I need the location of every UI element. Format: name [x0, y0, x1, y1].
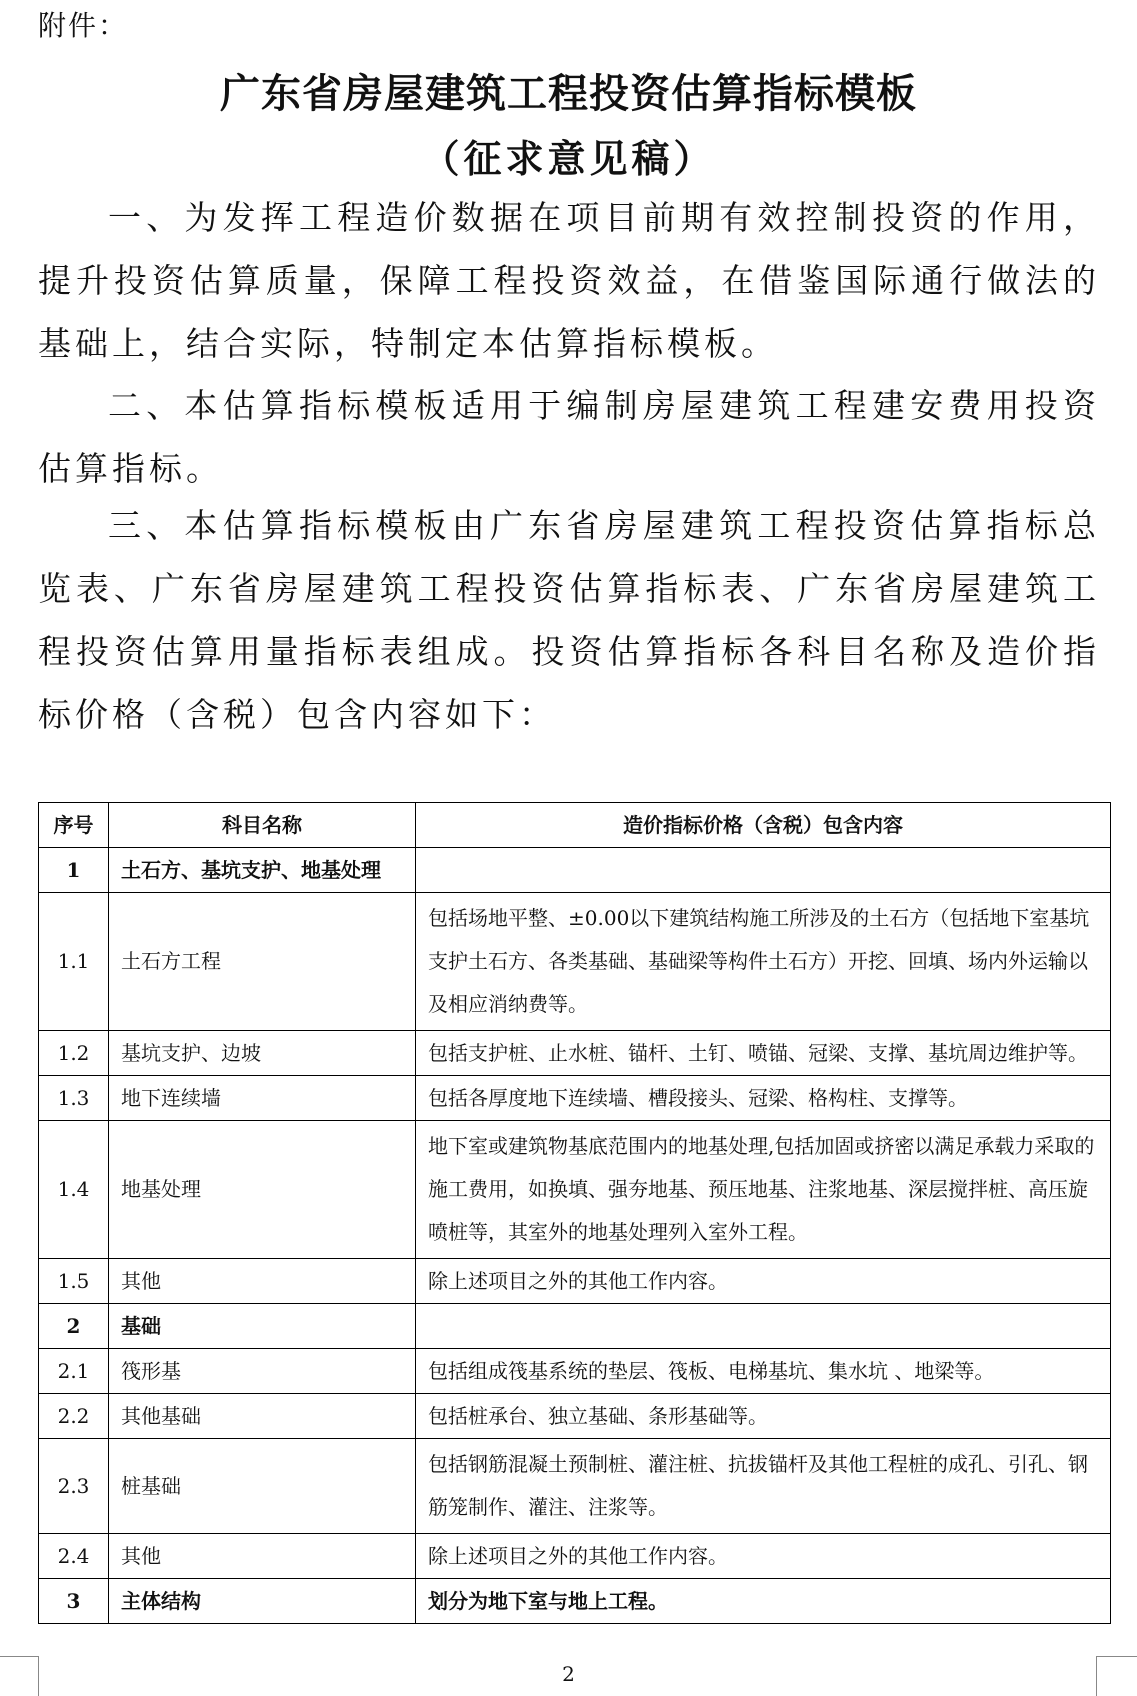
- table-row: [39, 848, 1111, 893]
- crop-mark-left: [38, 1656, 39, 1696]
- header-content: 造价指标价格（含税）包含内容: [416, 803, 1111, 848]
- row-number: 2: [39, 1304, 109, 1349]
- row-number: 1: [39, 848, 109, 893]
- paragraph-1: 一、为发挥工程造价数据在项目前期有效控制投资的作用，提升投资估算质量，保障工程投资效益，在借鉴国际通行做法的基础上，结合实际，特制定本估算指标模板。: [38, 198, 1100, 363]
- document-subtitle: （征求意见稿）: [421, 136, 716, 181]
- paragraph-2: 二、本估算指标模板适用于编制房屋建筑工程建安费用投资估算指标。: [38, 386, 1100, 488]
- row-content: [416, 848, 1111, 893]
- table-row: [39, 893, 1111, 1031]
- row-number: 2.3: [39, 1439, 109, 1534]
- row-name: 筏形基: [109, 1349, 416, 1394]
- page-number: 2: [562, 1662, 575, 1686]
- index-table: [38, 802, 1111, 1624]
- row-name: 土石方工程: [109, 893, 416, 1031]
- header-no: 序号: [39, 803, 109, 848]
- row-number: 2.2: [39, 1394, 109, 1439]
- row-content: [416, 1304, 1111, 1349]
- row-name: 基础: [109, 1304, 416, 1349]
- header-name: 科目名称: [109, 803, 416, 848]
- row-number: 2.1: [39, 1349, 109, 1394]
- row-name: 主体结构: [109, 1579, 416, 1624]
- row-content: 划分为地下室与地上工程。: [416, 1579, 1111, 1624]
- table-row: [39, 1534, 1111, 1579]
- row-content: 包括钢筋混凝土预制桩、灌注桩、抗拔锚杆及其他工程桩的成孔、引孔、钢筋笼制作、灌注、注浆等。: [416, 1439, 1111, 1534]
- table-row: [39, 1031, 1111, 1076]
- row-number: 1.5: [39, 1259, 109, 1304]
- row-number: 1.4: [39, 1121, 109, 1259]
- row-content: 包括场地平整、±0.00以下建筑结构施工所涉及的土石方（包括地下室基坑支护土石方、各类基础、基础梁等构件土石方）开挖、回填、场内外运输以及相应消纳费等。: [416, 893, 1111, 1031]
- row-number: 1.2: [39, 1031, 109, 1076]
- row-content: 包括各厚度地下连续墙、槽段接头、冠梁、格构柱、支撑等。: [416, 1076, 1111, 1121]
- crop-mark-left-h: [0, 1656, 38, 1657]
- table-row: [39, 1121, 1111, 1259]
- table-row: [39, 1439, 1111, 1534]
- row-content: 包括组成筏基系统的垫层、筏板、电梯基坑、集水坑 、地梁等。: [416, 1349, 1111, 1394]
- table-row: [39, 1349, 1111, 1394]
- row-name: 桩基础: [109, 1439, 416, 1534]
- row-name: 其他基础: [109, 1394, 416, 1439]
- table-header-row: [39, 803, 1111, 848]
- table-row: [39, 1076, 1111, 1121]
- table-row: [39, 1259, 1111, 1304]
- row-name: 地基处理: [109, 1121, 416, 1259]
- row-content: 包括支护桩、止水桩、锚杆、土钉、喷锚、冠梁、支撑、基坑周边维护等。: [416, 1031, 1111, 1076]
- table-body: [39, 848, 1111, 1624]
- row-content: 除上述项目之外的其他工作内容。: [416, 1259, 1111, 1304]
- row-name: 土石方、基坑支护、地基处理: [109, 848, 416, 893]
- paragraph-3: 三、本估算指标模板由广东省房屋建筑工程投资估算指标总览表、广东省房屋建筑工程投资估算指标表、广东省房屋建筑工程投资估算用量指标表组成。投资估算指标各科目名称及造价指标价格（含税）包含内容如下：: [38, 506, 1100, 734]
- row-content: 包括桩承台、独立基础、条形基础等。: [416, 1394, 1111, 1439]
- row-name: 基坑支护、边坡: [109, 1031, 416, 1076]
- row-number: 1.3: [39, 1076, 109, 1121]
- row-content: 地下室或建筑物基底范围内的地基处理,包括加固或挤密以满足承载力采取的施工费用，如换填、强夯地基、预压地基、注浆地基、深层搅拌桩、高压旋喷桩等，其室外的地基处理列入室外工程。: [416, 1121, 1111, 1259]
- row-number: 1.1: [39, 893, 109, 1031]
- row-name: 地下连续墙: [109, 1076, 416, 1121]
- row-name: 其他: [109, 1259, 416, 1304]
- crop-mark-right-h: [1096, 1656, 1137, 1657]
- row-name: 其他: [109, 1534, 416, 1579]
- table-row: [39, 1579, 1111, 1624]
- row-content: 除上述项目之外的其他工作内容。: [416, 1534, 1111, 1579]
- crop-mark-right: [1096, 1656, 1097, 1696]
- table-row: [39, 1304, 1111, 1349]
- row-number: 3: [39, 1579, 109, 1624]
- document-title: 广东省房屋建筑工程投资估算指标模板: [220, 70, 917, 117]
- row-number: 2.4: [39, 1534, 109, 1579]
- attachment-label: 附件：: [38, 9, 129, 42]
- table-row: [39, 1394, 1111, 1439]
